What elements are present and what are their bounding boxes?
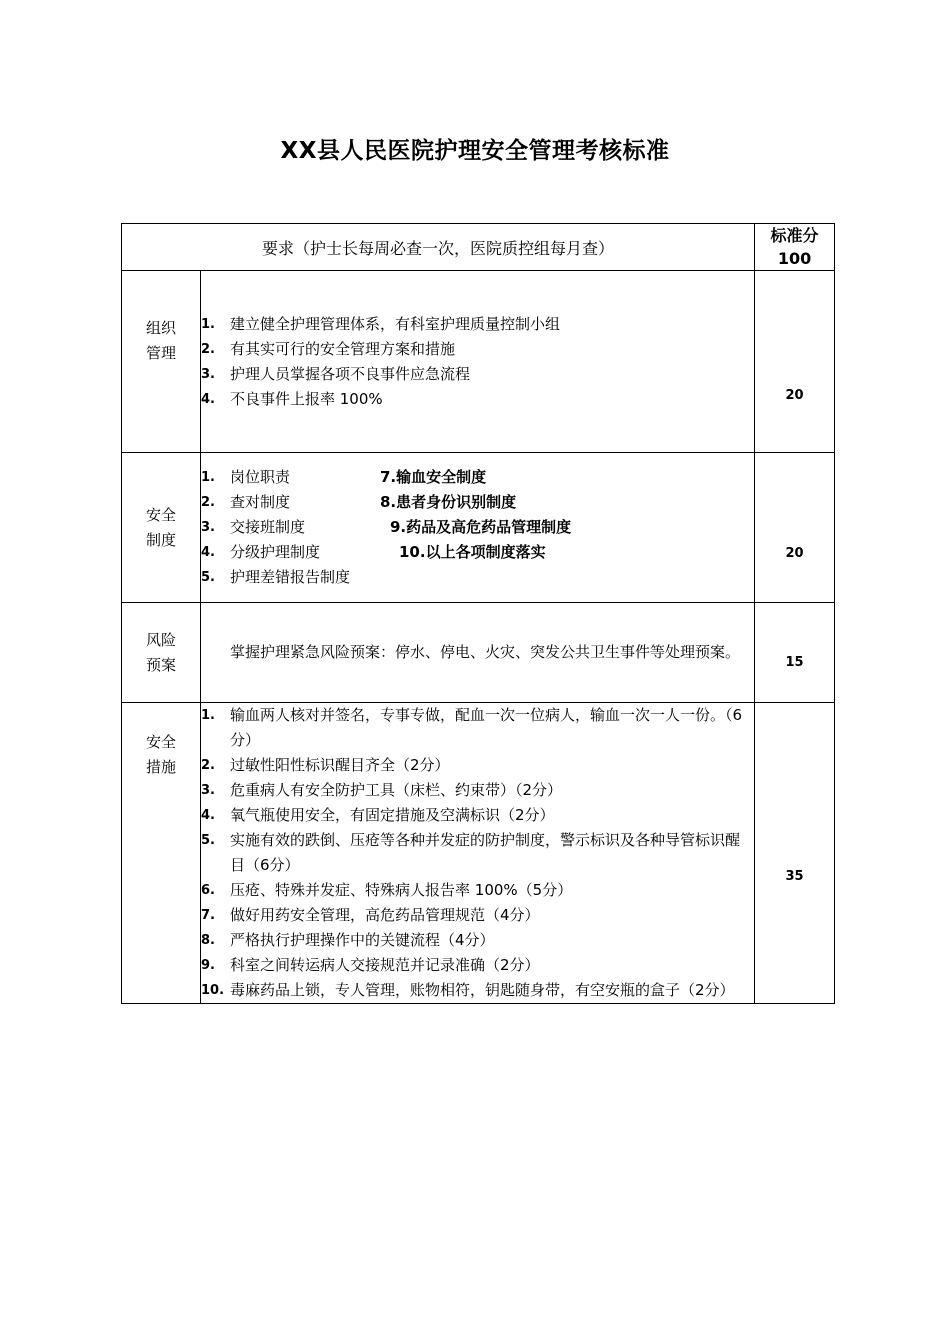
item-number: 1. (201, 470, 215, 485)
item-text: 建立健全护理管理体系，有科室护理质量控制小组 (230, 314, 561, 333)
item-number: 2. (201, 758, 215, 773)
category-cell (122, 603, 201, 703)
item-number: 5. (201, 570, 215, 585)
item-text: 压疮、特殊并发症、特殊病人报告率 100%（5分） (230, 881, 573, 899)
list-item (201, 878, 754, 903)
list-item (201, 828, 754, 878)
list-item (201, 953, 754, 978)
item-number: 3. (201, 783, 215, 798)
item-text: 危重病人有安全防护工具（床栏、约束带）（2分） (230, 781, 563, 799)
item-number: 9. (201, 958, 215, 973)
category-line: 风险 (145, 631, 176, 649)
category-line: 制度 (145, 531, 176, 549)
item-number: 4. (201, 545, 215, 560)
score-header (755, 224, 835, 271)
score-cell (755, 603, 835, 703)
category-line: 管理 (145, 344, 176, 362)
list-item (201, 928, 754, 953)
score-cell (755, 453, 835, 603)
item-list (201, 312, 754, 412)
list-item (201, 312, 754, 337)
item-number: 2. (201, 341, 215, 357)
item-number: 10. (201, 983, 225, 998)
table-row (122, 453, 835, 603)
content-cell (201, 703, 755, 1004)
list-item (201, 490, 754, 515)
score-cell (755, 703, 835, 1004)
category-line: 组织 (145, 319, 176, 337)
item-text: 科室之间转运病人交接规范并记录准确（2分） (230, 956, 540, 974)
list-item (201, 387, 754, 412)
content-cell (201, 603, 755, 703)
score-value: 20 (785, 546, 804, 561)
score-value: 20 (785, 388, 804, 403)
item-text: 有其实可行的安全管理方案和措施 (230, 339, 456, 358)
item-number: 1. (201, 316, 215, 332)
list-item (201, 565, 754, 590)
score-header-total: 100 (777, 249, 812, 268)
category-cell (122, 703, 201, 1004)
document-title: XX县人民医院护理安全管理考核标准 (280, 138, 670, 164)
assessment-table (121, 223, 835, 1004)
item-text: 实施有效的跌倒、压疮等各种并发症的防护制度，警示标识及各种导管标识醒目（6分） (230, 831, 741, 874)
category-cell (122, 453, 201, 603)
item-number: 4. (201, 391, 215, 407)
item-text: 护理差错报告制度 (230, 568, 351, 586)
item-text: 护理人员掌握各项不良事件应急流程 (230, 364, 471, 383)
item-text: 输血两人核对并签名，专事专做，配血一次一位病人，输血一次一人一份。（6分） (230, 706, 743, 749)
item-text: 不良事件上报率 100% (230, 389, 383, 408)
item-text: 查对制度 (230, 493, 291, 511)
table-row (122, 271, 835, 453)
item-text: 岗位职责 (230, 468, 291, 486)
list-item (201, 778, 754, 803)
item-number: 8. (201, 933, 215, 948)
risk-plan-paragraph: 掌握护理紧急风险预案：停水、停电、火灾、突发公共卫生事件等处理预案。 (230, 643, 741, 661)
category-cell (122, 271, 201, 453)
item-number: 3. (201, 366, 215, 382)
list-item (201, 753, 754, 778)
item-number: 2. (201, 495, 215, 510)
item-text-right: 9.药品及高危药品管理制度 (390, 518, 572, 536)
item-text: 交接班制度 (230, 518, 306, 536)
item-number: 7. (201, 908, 215, 923)
list-item (201, 515, 754, 540)
category-line: 预案 (145, 656, 176, 674)
item-number: 5. (201, 833, 215, 848)
list-item (201, 803, 754, 828)
list-item (201, 978, 754, 1003)
item-number: 3. (201, 520, 215, 535)
item-text: 过敏性阳性标识醒目齐全（2分） (230, 756, 450, 774)
category-line: 安全 (145, 506, 176, 524)
item-text-right: 8.患者身份识别制度 (380, 493, 517, 511)
item-number: 1. (201, 708, 215, 723)
category-line: 措施 (145, 758, 176, 776)
content-cell (201, 453, 755, 603)
list-item (201, 703, 754, 753)
list-item (201, 337, 754, 362)
item-text: 毒麻药品上锁，专人管理，账物相符，钥匙随身带，有空安瓶的盒子（2分） (230, 981, 735, 999)
item-text-right: 10.以上各项制度落实 (399, 543, 546, 561)
score-header-label: 标准分 (770, 226, 819, 245)
score-cell (755, 271, 835, 453)
item-text: 氧气瓶使用安全，有固定措施及空满标识（2分） (230, 806, 555, 824)
score-value: 15 (785, 655, 804, 670)
item-text-right: 7.输血安全制度 (380, 468, 487, 486)
item-list (201, 465, 754, 590)
item-text: 做好用药安全管理，高危药品管理规范（4分） (230, 906, 540, 924)
item-text: 严格执行护理操作中的关键流程（4分） (230, 931, 495, 949)
item-text: 分级护理制度 (230, 543, 321, 561)
list-item (201, 903, 754, 928)
requirement-header: 要求（护士长每周必查一次，医院质控组每月查） (122, 224, 755, 271)
list-item (201, 465, 754, 490)
item-list (201, 703, 754, 1003)
table-row (122, 703, 835, 1004)
item-number: 4. (201, 808, 215, 823)
list-item (201, 362, 754, 387)
table-header-row (122, 224, 835, 271)
content-cell (201, 271, 755, 453)
score-value: 35 (785, 868, 804, 884)
table-row (122, 603, 835, 703)
list-item (201, 540, 754, 565)
category-line: 安全 (145, 733, 176, 751)
item-number: 6. (201, 883, 215, 898)
